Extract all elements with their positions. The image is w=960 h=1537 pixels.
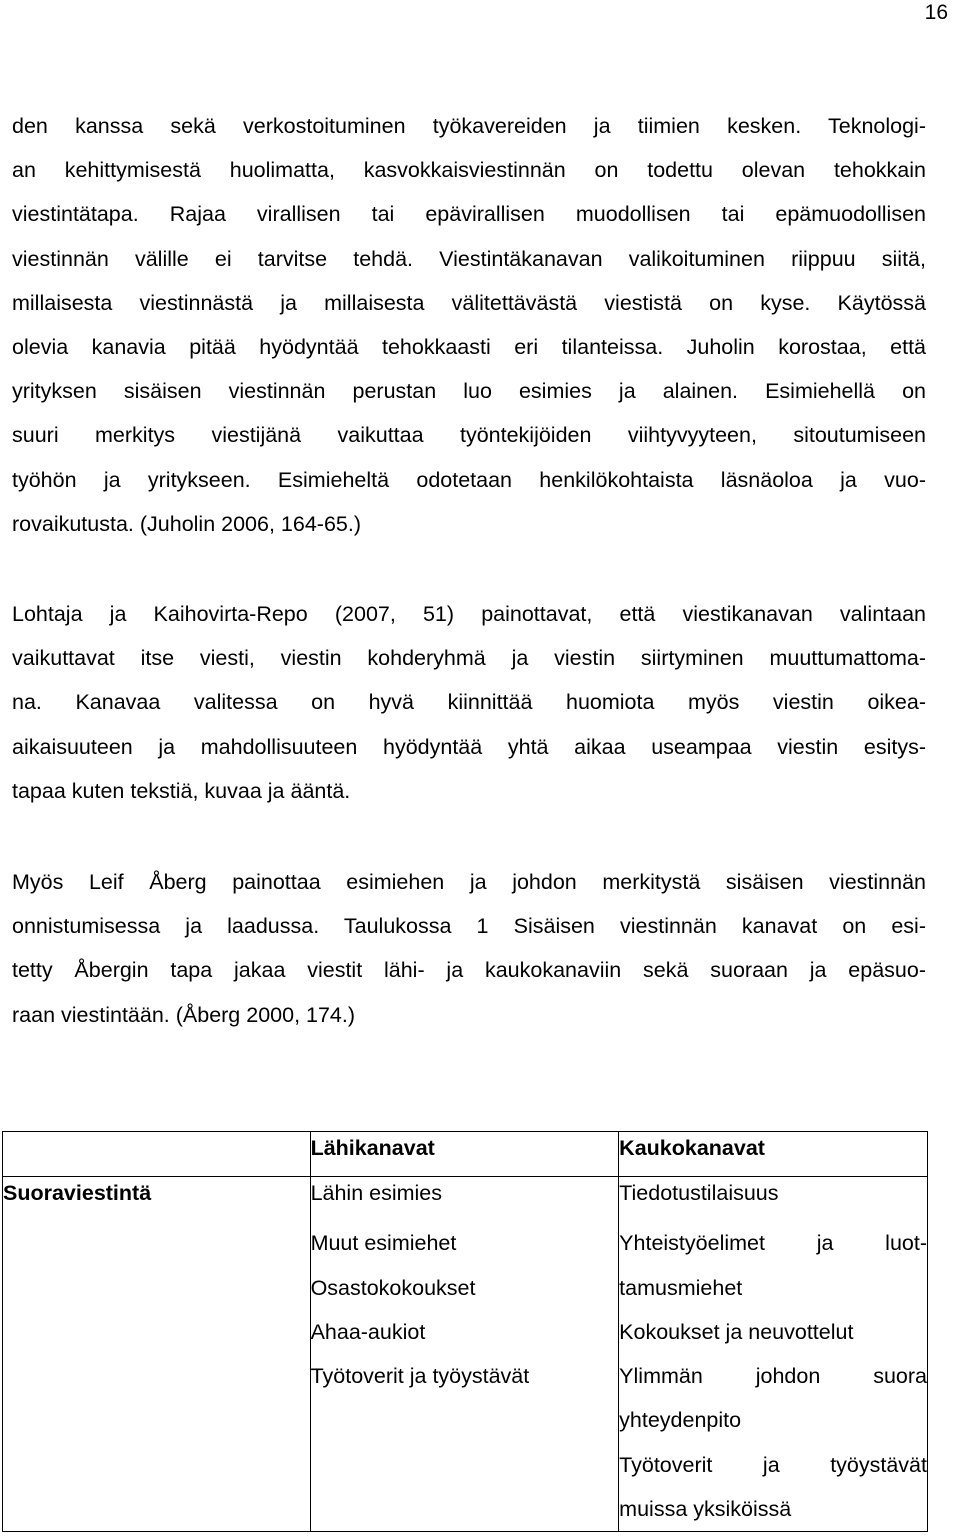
page-number: 16 (924, 1, 948, 24)
paragraph-1 (12, 104, 926, 546)
table-row (3, 1177, 928, 1532)
text-line: työhön ja yritykseen. Esimieheltä odotetaan henkilökohtaista läsnäoloa ja vuo- (12, 467, 926, 492)
text-line: viestinnän välille ei tarvitse tehdä. Viestintäkanavan valikoituminen riippuu siitä, (12, 246, 926, 271)
text-line: millaisesta viestinnästä ja millaisesta välitettävästä viestistä on kyse. Käytössä (12, 290, 926, 315)
list-item-line: Yhteistyöelimet ja luot- (619, 1231, 927, 1256)
text-line: den kanssa sekä verkostoituminen työkavereiden ja tiimien kesken. Teknologi- (12, 114, 926, 138)
text-line: onnistumisessa ja laadussa. Taulukossa 1 Sisäisen viestinnän kanavat on esi- (12, 914, 926, 939)
near-channels-header: Lähikanavat (310, 1132, 619, 1177)
far-channels-header: Kaukokanavat (619, 1132, 928, 1177)
list-item (619, 1221, 927, 1310)
far-channels-list (619, 1177, 928, 1532)
channels-table (2, 1131, 928, 1532)
list-item (619, 1443, 927, 1532)
list-item: Ahaa-aukiot (310, 1319, 426, 1344)
text-line: olevia kanavia pitää hyödyntää tehokkaasti eri tilanteissa. Juholin korostaa, että (12, 335, 926, 360)
table-corner-cell (3, 1132, 311, 1177)
text-line: vaikuttavat itse viesti, viestin kohderyhmä ja viestin siirtyminen muuttumattoma- (12, 646, 926, 671)
table-header-row (3, 1132, 928, 1177)
list-item-line: Työtoverit ja työystävät (619, 1452, 927, 1477)
text-line: tetty Åbergin tapa jakaa viestit lähi- ja kaukokanaviin sekä suoraan ja epäsuo- (12, 958, 926, 983)
text-line: viestintätapa. Rajaa virallisen tai epävirallisen muodollisen tai epämuodollisen (12, 202, 926, 227)
list-item-line: muissa yksiköissä (619, 1497, 792, 1522)
list-item: Työtoverit ja työystävät (310, 1364, 530, 1389)
text-line: an kehittymisestä huolimatta, kasvokkaisviestinnän on todettu olevan tehokkain (12, 158, 926, 183)
text-line: rovaikutusta. (Juholin 2006, 164-65.) (12, 511, 361, 536)
direct-communication-label: Suoraviestintä (3, 1177, 311, 1532)
text-line: Myös Leif Åberg painottaa esimiehen ja johdon merkitystä sisäisen viestinnän (12, 870, 926, 894)
list-item (619, 1177, 927, 1209)
paragraph-2 (12, 592, 926, 813)
text-line: yrityksen sisäisen viestinnän perustan luo esimies ja alainen. Esimiehellä on (12, 379, 926, 404)
list-item (619, 1310, 927, 1354)
text-line: suuri merkitys viestijänä vaikuttaa työntekijöiden viihtyvyyteen, sitoutumiseen (12, 423, 926, 448)
near-channels-list (310, 1177, 619, 1532)
text-line: tapaa kuten tekstiä, kuvaa ja ääntä. (12, 778, 351, 803)
text-line: Lohtaja ja Kaihovirta-Repo (2007, 51) painottavat, että viestikanavan valintaan (12, 602, 926, 626)
text-line: na. Kanavaa valitessa on hyvä kiinnittää huomiota myös viestin oikea- (12, 690, 926, 715)
text-line: aikaisuuteen ja mahdollisuuteen hyödyntää yhtä aikaa useampaa viestin esitys- (12, 734, 926, 759)
list-item-line: Tiedotustilaisuus (619, 1181, 779, 1205)
list-item: Osastokokoukset (310, 1275, 476, 1300)
list-item: Lähin esimies (310, 1181, 443, 1205)
list-item (619, 1354, 927, 1443)
list-item: Muut esimiehet (310, 1231, 457, 1256)
list-item-line: yhteydenpito (619, 1408, 742, 1433)
list-item-line: Ylimmän johdon suora (619, 1364, 927, 1389)
paragraph-3 (12, 860, 926, 1037)
text-line: raan viestintään. (Åberg 2000, 174.) (12, 1002, 356, 1027)
list-item-line: tamusmiehet (619, 1275, 743, 1300)
list-item-line: Kokoukset ja neuvottelut (619, 1319, 854, 1344)
